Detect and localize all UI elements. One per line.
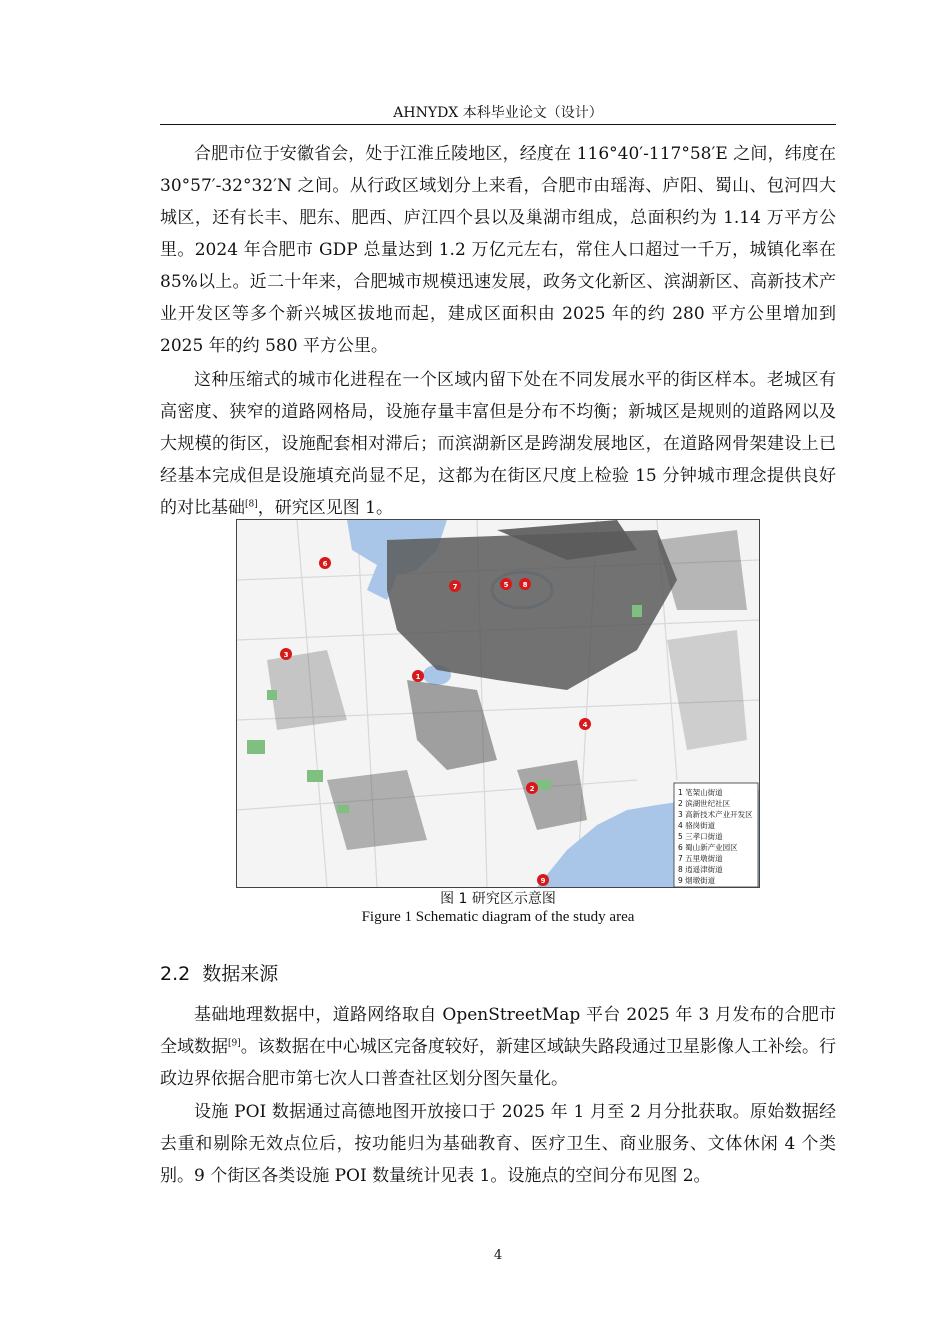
paragraph-study-area-intro: 合肥市位于安徽省会，处于江淮丘陵地区，经度在 116°40′-117°58′E 之间，纬度在 30°57′-32°32′N 之间。从行政区域划分上来看，合肥市由瑶海、庐阳、蜀山、包河四大城区，还有长丰、肥东、肥西、庐江四个县以及巢湖市组成，总面积约为 1.14 万平方公里。2024 年合肥市 GDP 总量达到 1.2 万亿元左右，常住人口超过一千万，城镇化率在 85%以上。近二十年来，合肥城市规模迅速发展，政务文化新区、滨湖新区、高新技术产业开发区等多个新兴城区拔地而起，建成区面积由 2025 年的约 280 平方公里增加到 2025 年的约 580 平方公里。 [160, 144, 836, 356]
marker-3[interactable] [280, 648, 292, 660]
paragraph-urbanization-tail: ，研究区见图 1。 [257, 498, 393, 518]
figure-caption-en: Figure 1 Schematic diagram of the study area [361, 909, 635, 925]
section-number: 2.2 [160, 963, 191, 985]
svg-text:1: 1 [415, 673, 421, 681]
legend-item-5: 5 三孝口街道 [678, 832, 723, 841]
svg-text:3: 3 [283, 651, 289, 659]
running-header: AHNYDX 本科毕业论文（设计） [393, 105, 603, 121]
svg-text:5: 5 [503, 581, 509, 589]
legend-item-2: 2 滨湖世纪社区 [678, 799, 731, 808]
legend-item-8: 8 逍遥津街道 [678, 865, 723, 874]
legend-item-4: 4 骆岗街道 [678, 821, 716, 830]
marker-6[interactable] [319, 557, 331, 569]
legend-item-9: 9 烟墩街道 [678, 876, 716, 885]
marker-7[interactable] [449, 580, 461, 592]
legend-item-1: 1 笔架山街道 [678, 788, 723, 797]
marker-4[interactable] [579, 718, 591, 730]
marker-5[interactable] [500, 578, 512, 590]
paragraph-geodata-tail: 。该数据在中心城区完备度较好，新建区域缺失路段通过卫星影像人工补绘。行政边界依据合肥市第七次人口普查社区划分图矢量化。 [160, 1037, 837, 1089]
svg-text:6: 6 [322, 560, 328, 568]
map-legend [674, 783, 758, 887]
marker-2[interactable] [526, 782, 538, 794]
page-number: 4 [493, 1248, 503, 1263]
marker-1[interactable] [412, 670, 424, 682]
study-area-map-svg [237, 520, 759, 887]
paragraph-urbanization [160, 364, 836, 524]
section-title: 数据来源 [202, 963, 279, 985]
legend-item-3: 3 高新技术产业开发区 [678, 810, 753, 819]
svg-text:2: 2 [529, 785, 535, 793]
paragraph-poi-data: 设施 POI 数据通过高德地图开放接口于 2025 年 1 月至 2 月分批获取。原始数据经去重和剔除无效点位后，按功能归为基础教育、医疗卫生、商业服务、文体休闲 4 个类别。9 个街区各类设施 POI 数量统计见表 1。设施点的空间分布见图 2。 [160, 1102, 836, 1186]
svg-text:8: 8 [522, 581, 528, 589]
citation-8[interactable]: [8] [245, 499, 258, 510]
svg-text:4: 4 [582, 721, 588, 729]
paragraph-geodata [160, 999, 836, 1095]
header-rule [160, 124, 836, 125]
citation-9[interactable]: [9] [228, 1038, 241, 1049]
study-area-map [236, 519, 760, 888]
svg-text:7: 7 [452, 583, 458, 591]
legend-item-7: 7 五里墩街道 [678, 854, 723, 863]
paragraph-geodata-text: 基础地理数据中，道路网络取自 OpenStreetMap 平台 2025 年 3 月发布的合肥市全域数据 [160, 1005, 836, 1057]
section-heading [160, 962, 278, 986]
legend-item-6: 6 蜀山新产业园区 [678, 843, 738, 852]
marker-8[interactable] [519, 578, 531, 590]
svg-text:9: 9 [540, 877, 546, 885]
paragraph-urbanization-text: 这种压缩式的城市化进程在一个区域内留下处在不同发展水平的街区样本。老城区有高密度、狭窄的道路网格局，设施存量丰富但是分布不均衡；新城区是规则的道路网以及大规模的街区，设施配套相对滞后；而滨湖新区是跨湖发展地区，在道路网骨架建设上已经基本完成但是设施填充尚显不足，这都为在街区尺度上检验 15 分钟城市理念提供良好的对比基础 [160, 370, 836, 518]
figure-caption-cn: 图 1 研究区示意图 [440, 891, 556, 907]
marker-9[interactable] [537, 874, 549, 886]
